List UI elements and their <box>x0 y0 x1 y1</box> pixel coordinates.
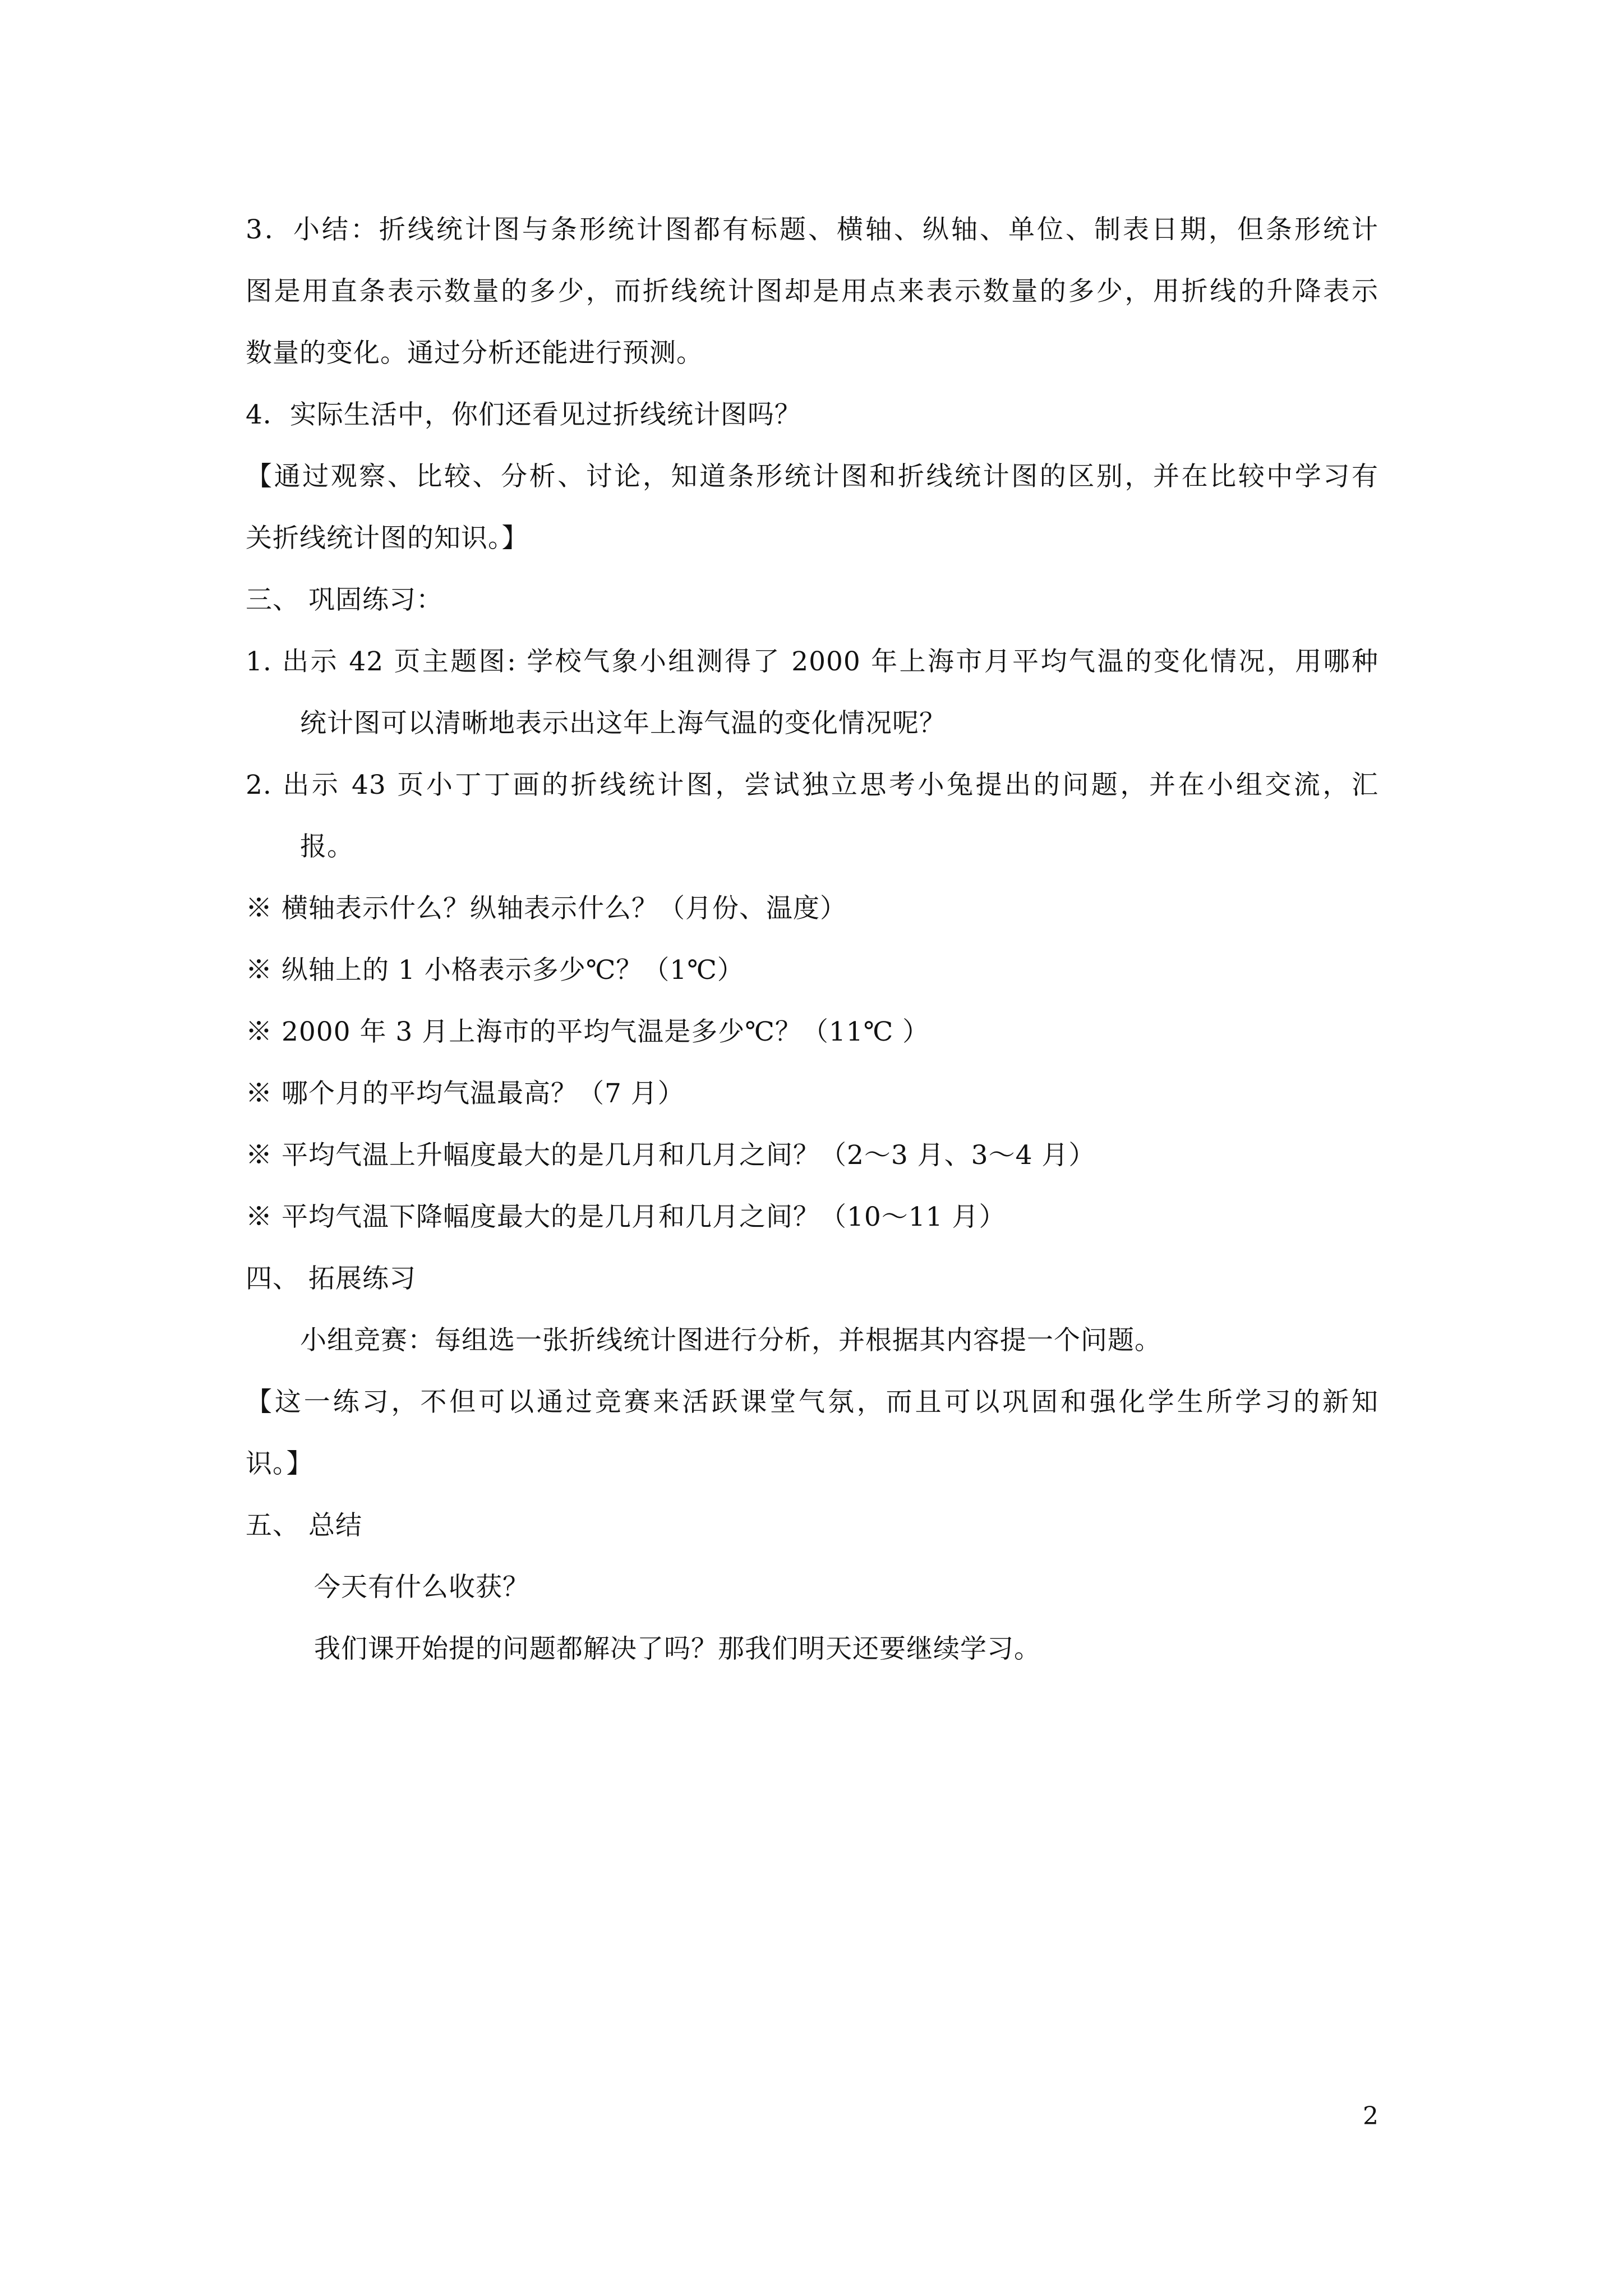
q-unit: ※ 纵轴上的 1 小格表示多少℃？（1℃） <box>246 955 744 986</box>
section-4-heading: 四、 拓展练习 <box>246 1263 416 1294</box>
q-march: ※ 2000 年 3 月上海市的平均气温是多少℃？（11℃ ） <box>246 1016 930 1047</box>
note-2-line-2: 识。】 <box>246 1448 313 1479</box>
exercise-1-line-2: 统计图可以清晰地表示出这年上海气温的变化情况呢？ <box>300 708 946 739</box>
section-3-heading: 三、 巩固练习： <box>246 585 443 615</box>
contest: 小组竞赛：每组选一张折线统计图进行分析，并根据其内容提一个问题。 <box>300 1325 1161 1356</box>
summary-line-3: 数量的变化。通过分析还能进行预测。 <box>246 338 703 369</box>
note-1-line-1: 【通过观察、比较、分析、讨论，知道条形统计图和折线统计图的区别，并在比较中学习有 <box>246 461 1378 492</box>
page-number: 2 <box>1363 2102 1378 2131</box>
q-highest: ※ 哪个月的平均气温最高？（7 月） <box>246 1078 685 1109</box>
summary-line-2: 图是用直条表示数量的多少，而折线统计图却是用点来表示数量的多少，用折线的升降表示 <box>246 276 1378 307</box>
q-fall: ※ 平均气温下降幅度最大的是几月和几月之间？（10～11 月） <box>246 1202 1006 1232</box>
summary-line-1: 3．小结：折线统计图与条形统计图都有标题、横轴、纵轴、单位、制表日期，但条形统计 <box>246 214 1378 245</box>
q-rise: ※ 平均气温上升幅度最大的是几月和几月之间？（2～3 月、3～4 月） <box>246 1140 1096 1171</box>
q-axis: ※ 横轴表示什么？纵轴表示什么？（月份、温度） <box>246 893 847 924</box>
question-4: 4．实际生活中，你们还看见过折线统计图吗？ <box>246 399 801 430</box>
exercise-1-line-1: 1. 出示 42 页主题图: 学校气象小组测得了 2000 年上海市月平均气温的变化情况，用哪种 <box>246 646 1378 677</box>
exercise-2-line-1: 2. 出示 43 页小丁丁画的折线统计图，尝试独立思考小兔提出的问题，并在小组交流，汇 <box>246 770 1378 800</box>
summary-question-1: 今天有什么收获？ <box>314 1572 529 1603</box>
note-1-line-2: 关折线统计图的知识。】 <box>246 523 529 554</box>
summary-question-2: 我们课开始提的问题都解决了吗？那我们明天还要继续学习。 <box>314 1634 1041 1664</box>
note-2-line-1: 【这一练习，不但可以通过竞赛来活跃课堂气氛，而且可以巩固和强化学生所学习的新知 <box>246 1387 1378 1418</box>
exercise-2-line-2: 报。 <box>300 831 354 862</box>
section-5-heading: 五、 总结 <box>246 1510 362 1541</box>
